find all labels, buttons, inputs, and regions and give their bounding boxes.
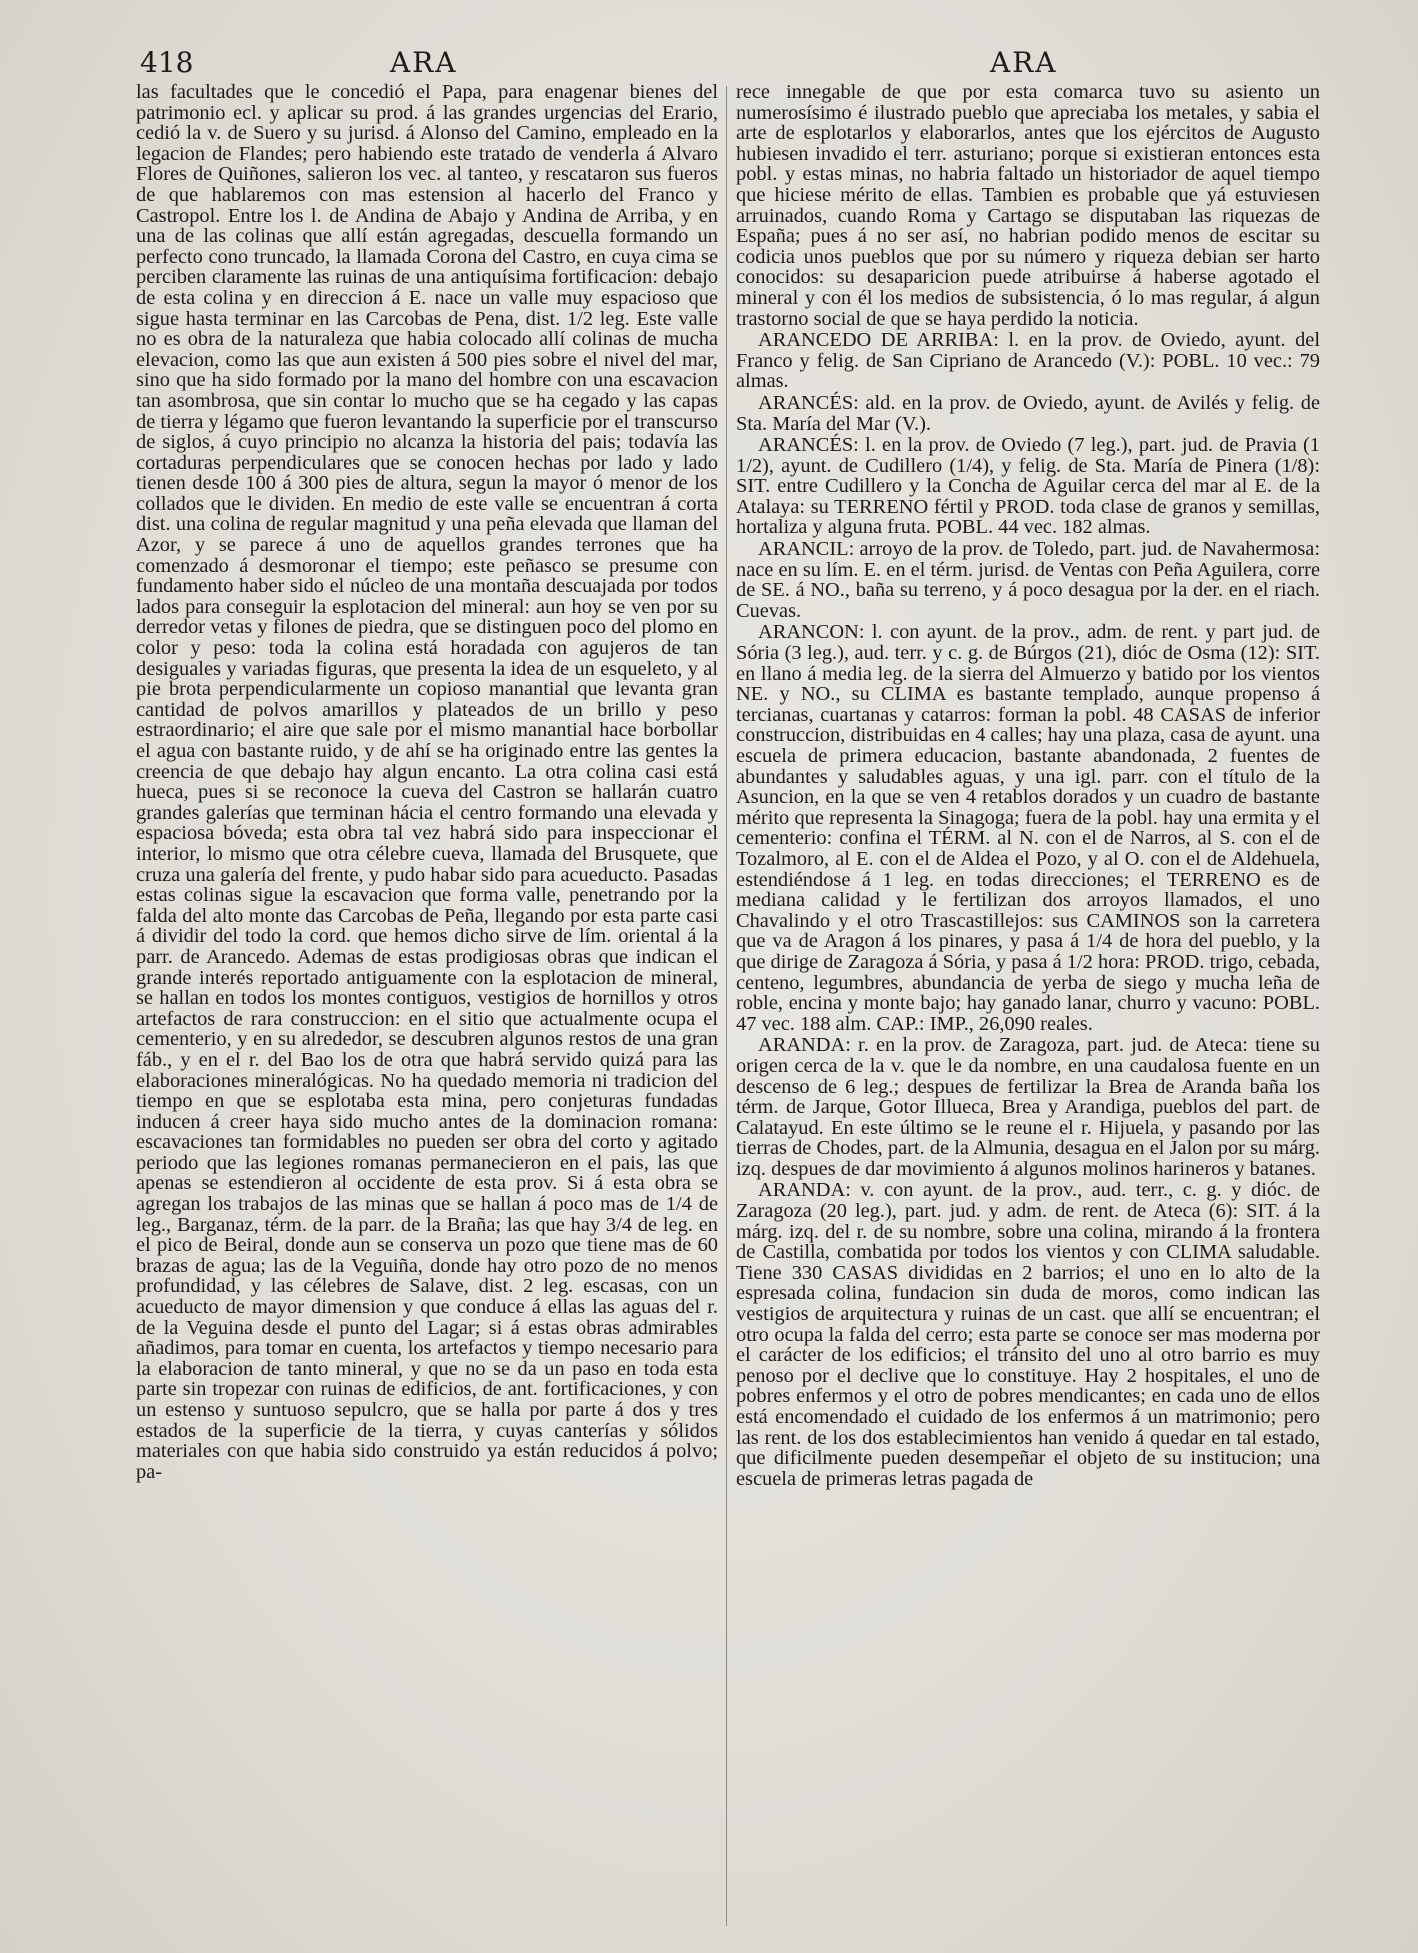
right-column: [736, 82, 1320, 1489]
column-divider: [726, 86, 727, 1926]
right-running-head: ARA: [990, 46, 1058, 79]
left-paragraph-continuation: las facultades que le concedió el Papa, para enagenar bienes del patrimonio ecl. y aplicar su prod. á las grandes urgencias del Erario, cedió la v. de Suero y su jurisd. á Alonso del Camino, empleado en la legacion de Flandes; pero habiendo este tratado de venderla á Alvaro Flores de Quiñones, salieron los vec. al tanteo, y rescataron sus fueros de que hablaremos con mas estension al hacerlo del Franco y Castropol. Entre los l. de Andina de Abajo y Andina de Arriba, y en una de las colinas que allí están agregadas, descuella formando un perfecto cono truncado, la llamada Corona del Castro, en cuya cima se perciben claramente las ruinas de una antiquísima fortificacion: debajo de esta colina y en direccion á E. nace un valle muy espacioso que sigue hasta terminar en las Carcobas de Pena, dist. 1/2 leg. Este valle no es obra de la naturaleza que habia colocado allí colinas de mucha elevacion, como las que aun existen á 500 pies sobre el nivel del mar, sino que ha sido formado por la mano del hombre con una escavacion tan asombrosa, que sin contar lo mucho que se ha cegado y las capas de tierra y légamo que fueron levantando la superficie por el transcurso de siglos, á cuyo principio no alcanza la historia del pais; todavía las cortaduras perpendiculares que se conocen hechas por lado y lado tienen desde 100 á 300 pies de altura, segun la mayor ó menor de los collados que le dividen. En medio de este valle se encuentran á corta dist. una colina de regular magnitud y una peña elevada que llaman del Azor, y se parece á uno de aquellos grandes terrones que ha comenzado á desmoronar el tiempo; este peñasco se presume con fundamento haber sido el núcleo de una montaña descuajada por todos lados para conseguir la esplotacion del mineral: aun hoy se ven por su derredor vetas y filones de piedra, que se distinguen poco del plomo en color y peso: toda la colina está horadada con agujeros de tan desiguales y variadas figuras, que presenta la idea de un esqueleto, y al pie brota perpendicularmente un copioso manantial que levanta gran cantidad de polvos amarillos y plateados de un brillo y peso estraordinario; el aire que sale por el mismo manantial hace borbollar el agua con bastante ruido, y de ahí se ha originado entre las gentes la creencia de que debajo hay algun encanto. La otra colina casi está hueca, pues si se reconoce la cueva del Castron se hallarán cuatro grandes galerías que terminan hácia el centro formando una elevada y espaciosa bóveda; esta obra tal vez habrá sido para inspeccionar el interior, lo mismo que otra célebre cueva, llamada del Brusquete, que cruza una galería del frente, y pudo habar sido para acueducto. Pasadas estas colinas sigue la escavacion que forma valle, penetrando por la falda del alto monte das Carcobas de Peña, llegando por esta parte casi á dividir del todo la cord. que hemos dicho sirve de lím. oriental á la parr. de Arancedo. Ademas de estas prodigiosas obras que indican el grande interés reportado antiguamente con la esplotacion de mineral, se hallan en todos los montes contiguos, vestigios de hornillos y otros artefactos de rara construccion: en el sitio que actualmente ocupa el cementerio, y en su alrededor, se descubren algunos restos de una gran fáb., y en el r. del Bao los de otra que habrá servido quizá para las elaboraciones mineralógicas. No ha quedado memoria ni tradicion del tiempo en que se esplotaba esta mina, pero conjeturas fundadas inducen á creer haya sido mucho antes de la dominacion romana: escavaciones tan formidables no pueden ser obra del corto y agitado periodo que las legiones romanas permanecieron en el pais, las que apenas se estendieron al occidente de esta prov. Si á esta obra se agregan los trabajos de las minas que se hallan á poco mas de 1/4 de leg., Barganaz, térm. de la parr. de la Braña; las que hay 3/4 de leg. en el pico de Beiral, donde aun se conserva un pozo que tiene mas de 60 brazas de agua; las de la Veguiña, donde hay otro pozo de no menos profundidad, y las célebres de Salave, dist. 2 leg. escasas, con un acueducto de mayor dimension y que conduce á ellas las aguas del r. de la Veguina desde el punto del Lagar; si á estas obras admirables añadimos, para tomar en cuenta, los artefactos y tiempo necesario para la elaboracion de tanto mineral, y que no se da un paso en toda esta parte sin tropezar con ruinas de edificios, de ant. fortificaciones, y con un estenso y suntuoso sepulcro, que se halla por parte á dos y tres estados de la superficie de la tierra, y cuyas canterías y sólidos materiales con que habia sido construido ya están reducidos á polvo; pa-: [136, 81, 718, 1483]
left-running-head: ARA: [390, 46, 458, 79]
left-column: [136, 82, 718, 1482]
entry-aranda-town: ARANDA: v. con ayunt. de la prov., aud. terr., c. g. y dióc. de Zaragoza (20 leg.), part. jud. y adm. de rent. de Ateca (6): SIT. á la márg. izq. del r. de su nombre, sobre una colina, mirando á la frontera de Castilla, combatida por todos los vientos y con CLIMA saludable. Tiene 330 CASAS divididas en 2 barrios; el uno en lo alto de la espresada colina, fundacion sin duda de moros, como indican las vestigios de arquitectura y ruinas de un cast. que allí se encuentran; el otro ocupa la falda del cerro; esta parte se conoce ser mas moderna por el carácter de los edificios; el tránsito del uno al otro barrio es muy penoso por el declive que lo constituye. Hay 2 hospitales, el uno de pobres enfermos y el otro de pobres mendicantes; en cada uno de ellos está encomendado el cuidado de los enfermos á un matrimonio; pero las rent. de los dos establecimientos han venido á quedar en tal estado, que dificilmente pueden desempeñar el objeto de su institucion; una escuela de primeras letras pagada de: [736, 1179, 1320, 1490]
entry-arances-l: ARANCÉS: l. en la prov. de Oviedo (7 leg.), part. jud. de Pravia (1 1/2), ayunt. de Cudillero (1/4), y felig. de Sta. María de Pinera (1/8): SIT. entre Cudillero y la Concha de Aguilar cerca del mar al E. de la Atalaya: su TERRENO fértil y PROD. toda clase de granos y semillas, hortaliza y alguna fruta. POBL. 44 vec. 182 almas.: [736, 434, 1320, 539]
entry-arancedo-de-arriba: ARANCEDO DE ARRIBA: l. en la prov. de Oviedo, ayunt. del Franco y felig. de San Cipriano de Arancedo (V.): POBL. 10 vec.: 79 almas.: [736, 329, 1320, 393]
entry-arances-ald: ARANCÉS: ald. en la prov. de Oviedo, ayunt. de Avilés y felig. de Sta. María del Mar (V.).: [736, 391, 1320, 435]
page-number: 418: [140, 46, 194, 79]
entry-arancon: ARANCON: l. con ayunt. de la prov., adm. de rent. y part jud. de Sória (3 leg.), aud. terr. y c. g. de Búrgos (21), dióc de Osma (12): SIT. en llano á media leg. de la sierra del Almuerzo y batido por los vientos NE. y NO., su CLIMA es bastante templado, aunque propenso á tercianas, cuartanas y catarros: forman la pobl. 48 CASAS de inferior construccion, distribuidas en 4 calles; hay una plaza, casa de ayunt. una escuela de primera educacion, bastante abandonada, 2 fuentes de abundantes y saludables aguas, y una igl. parr. con el título de la Asuncion, en la que se ven 4 retablos dorados y un cuadro de bastante mérito que representa la Sinagoga; fuera de la pobl. hay una ermita y el cementerio: confina el TÉRM. al N. con el de Narros, al S. con el de Tozalmoro, al E. con el de Aldea el Pozo, y al O. con el de Aldehuela, estendiéndose á 1 leg. en todas direcciones; el TERRENO es de mediana calidad y le fertilizan dos arroyos llamados, el uno Chavalindo y el otro Trascastillejos: sus CAMINOS son la carretera que va de Aragon á los pinares, y pasa á 1/4 de hora del pueblo, y la que dirige de Zaragoza á Sória, y pasa á 1/2 hora: PROD. trigo, cebada, centeno, legumbres, abundancia de yerba de siego y mucha leña de roble, encina y monte bajo; hay ganado lanar, churro y vacuno: POBL. 47 vec. 188 alm. CAP.: IMP., 26,090 reales.: [736, 621, 1320, 1035]
entry-aranda-river: ARANDA: r. en la prov. de Zaragoza, part. jud. de Ateca: tiene su origen cerca de la v. que le da nombre, en una caudalosa fuente en un descenso de 6 leg.; despues de fertilizar la Brea de Aranda baña los térm. de Jarque, Gotor Illueca, Brea y Arandiga, pueblos del part. de Calatayud. En este último se le reune el r. Hijuela, y pasando por las tierras de Chodes, part. de la Almunia, desagua en el Jalon por su márg. izq. despues de dar movimiento á algunos molinos harineros y batanes.: [736, 1034, 1320, 1180]
entry-arancil: ARANCIL: arroyo de la prov. de Toledo, part. jud. de Navahermosa: nace en su lím. E. en el térm. jurisd. de Ventas con Peña Aguilera, corre de SE. á NO., baña su terreno, y á poco desagua por la der. en el riach. Cuevas.: [736, 538, 1320, 622]
right-paragraph-continuation: rece innegable de que por esta comarca tuvo su asiento un numerosísimo é ilustrado pueblo que apreciaba los metales, y sabia el arte de esplotarlos y elaborarlos, antes que los ejércitos de Augusto hubiesen invadido el terr. asturiano; porque si existieran entonces esta pobl. y estas minas, no habria faltado un historiador de aquel tiempo que hiciese mérito de ellas. Tambien es probable que yá estuviesen arruinados, cuando Roma y Cartago se disputaban las riquezas de España; pues á no ser así, no habrian podido menos de escitar su codicia unos pueblos que por su número y riqueza debian ser harto conocidos: su desaparicion puede atribuirse á haberse agotado el mineral y con él los medios de subsistencia, ó lo mas regular, á algun trastorno social de que se haya perdido la noticia.: [736, 81, 1320, 330]
